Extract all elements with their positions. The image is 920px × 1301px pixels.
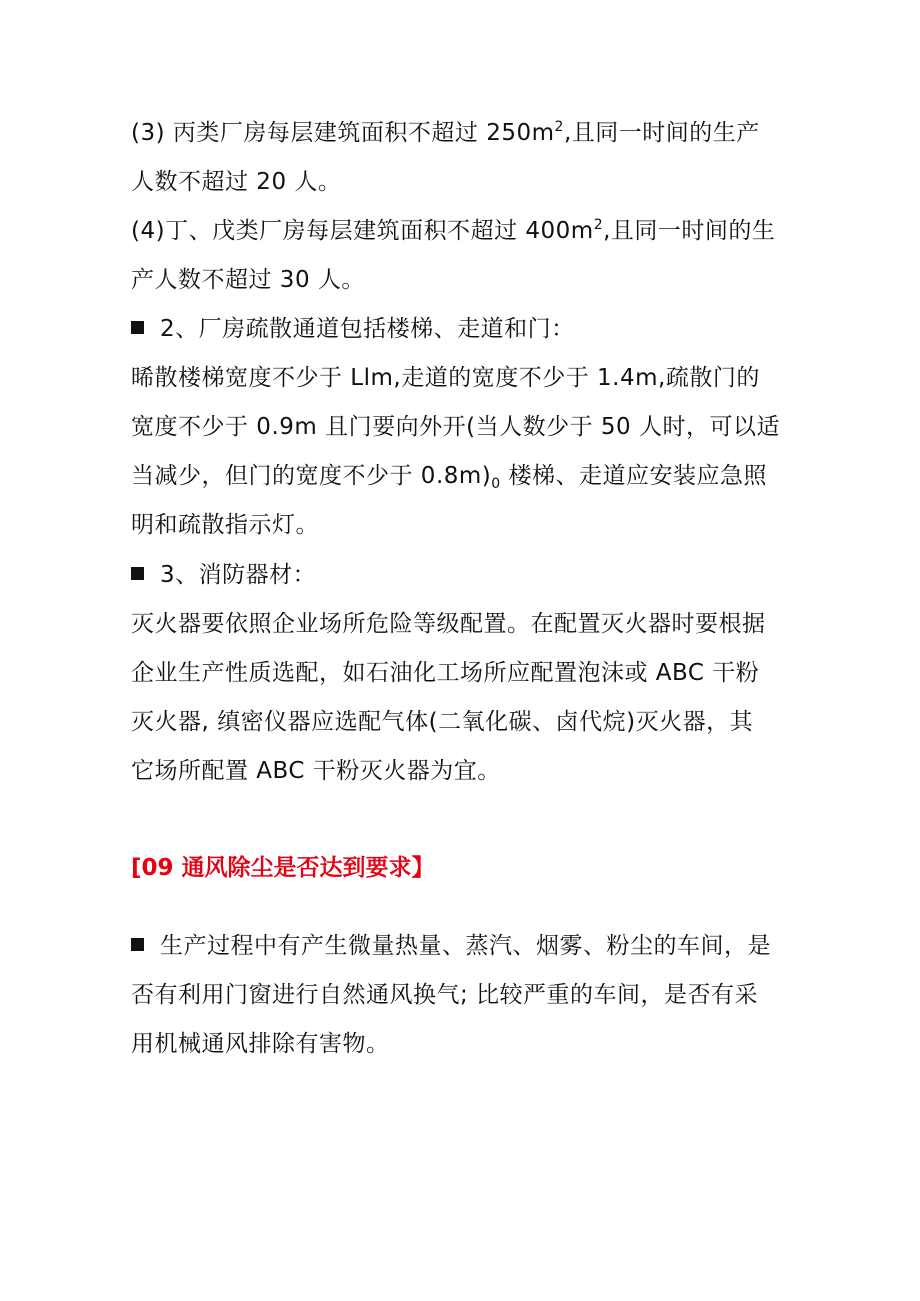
para3-line1: [131, 118, 801, 148]
item2-line3-text: 当减少，但门的宽度不少于 0.8m): [131, 463, 492, 489]
item3-line4: 它场所配置 ABC 干粉灭火器为宜。: [131, 758, 501, 784]
square-bullet-icon: [131, 567, 144, 580]
subscript: 0: [491, 476, 501, 492]
item2-title: 2、厂房疏散通道包括楼梯、走道和门：: [160, 316, 575, 342]
vent-line1: [131, 931, 801, 961]
item2-line4: 明和疏散指示灯。: [131, 512, 319, 538]
square-bullet-icon: [131, 321, 144, 334]
item3-line2: 企业生产性质选配，如石油化工场所应配置泡沫或 ABC 干粉: [131, 660, 760, 686]
para4-line1-text-cont: ,且同一时间的生: [603, 218, 776, 244]
para4-line1-text: (4)丁、戊类厂房每层建筑面积不超过 400m: [131, 218, 594, 244]
para3-line1-text: (3) 丙类厂房每层建筑面积不超过 250m: [131, 120, 555, 146]
section-heading: [09 通风除尘是否达到要求】: [131, 855, 435, 881]
para4-line1: [131, 216, 801, 246]
item3-line3: 灭火器, 缜密仪器应选配气体(二氧化碳、卤代烷)灭火器，其: [131, 709, 754, 735]
superscript: 2: [593, 217, 604, 233]
vent-line1-text: 生产过程中有产生微量热量、蒸汽、烟雾、粉尘的车间，是: [160, 933, 771, 959]
item3-title: 3、消防器材：: [160, 562, 317, 588]
vent-line2: 否有利用门窗进行自然通风换气; 比较严重的车间，是否有采: [131, 982, 759, 1008]
item2-line3: [131, 461, 801, 491]
item3-title-line: [131, 560, 801, 590]
square-bullet-icon: [131, 938, 144, 951]
para3-line2: 人数不超过 20 人。: [131, 169, 342, 195]
item3-line1: 灭火器要依照企业场所危险等级配置。在配置灭火器时要根据: [131, 611, 766, 637]
item2-line2: 宽度不少于 0.9m 且门要向外开(当人数少于 50 人时，可以适: [131, 414, 780, 440]
superscript: 2: [554, 119, 564, 135]
para3-line1-text-cont: ,且同一时间的生产: [563, 120, 760, 146]
item2-title-line: [131, 314, 801, 344]
para4-line2: 产人数不超过 30 人。: [131, 267, 365, 293]
item2-line1: 晞散楼梯宽度不少于 Llm,走道的宽度不少于 1.4m,疏散门的: [131, 365, 760, 391]
vent-line3: 用机械通风排除有害物。: [131, 1031, 390, 1057]
item2-line3-text-cont: 楼梯、走道应安装应急照: [500, 463, 768, 489]
